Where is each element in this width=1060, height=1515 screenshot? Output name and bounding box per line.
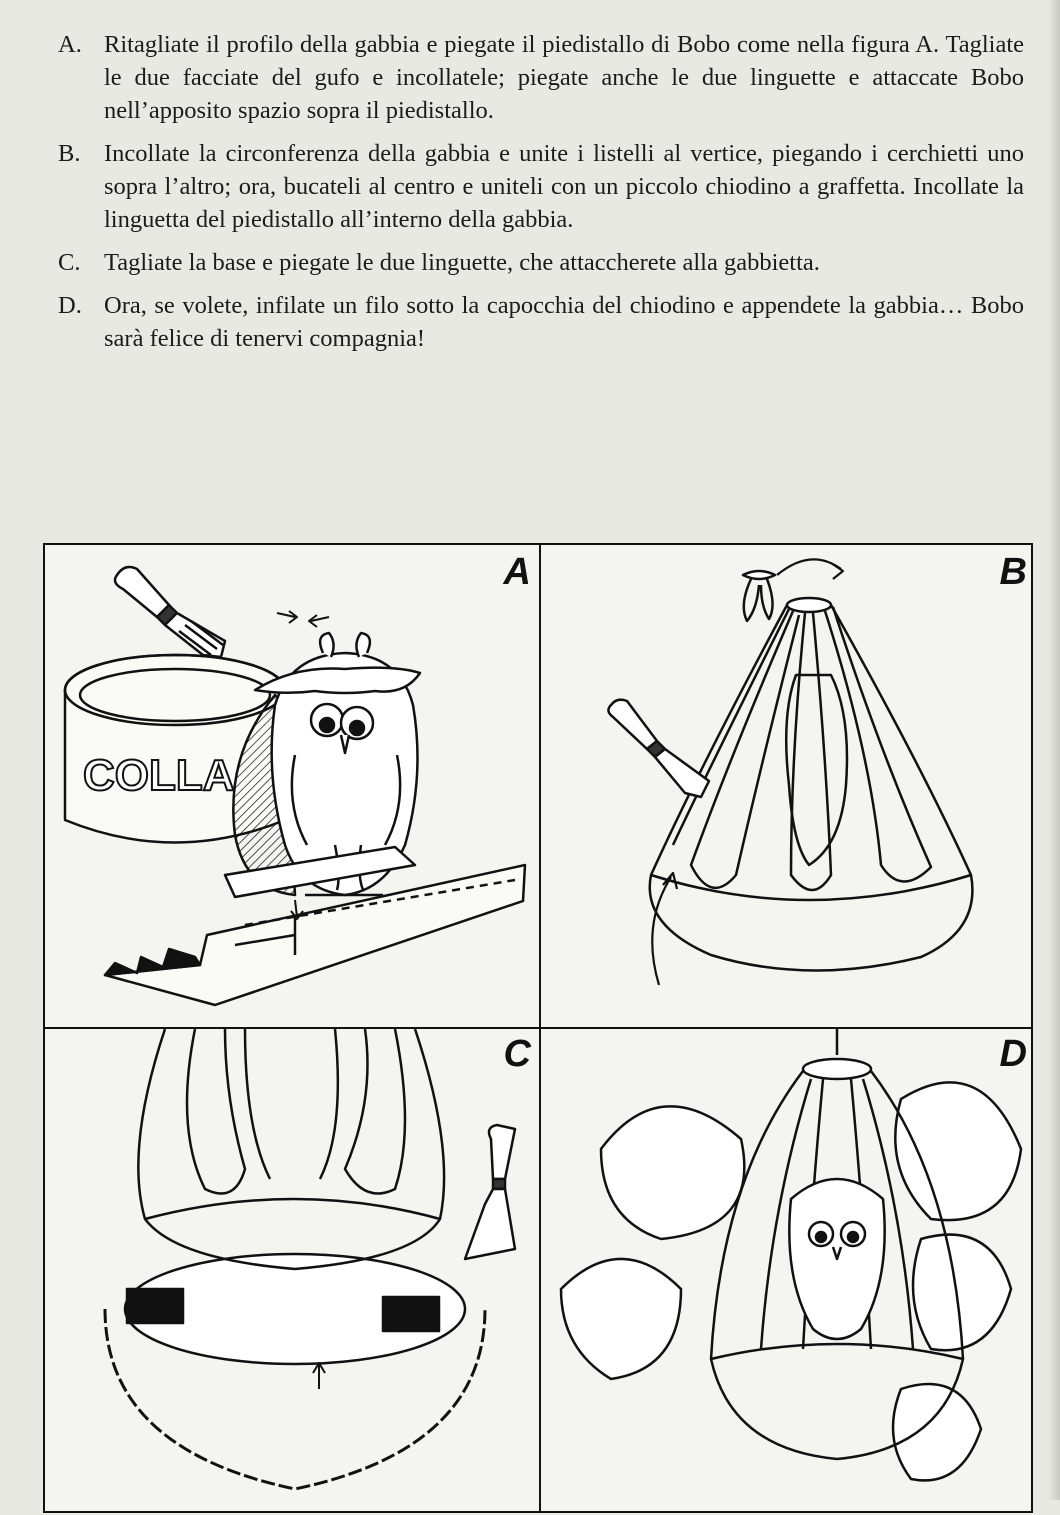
panel-b (541, 545, 1035, 1027)
panel-label-c: C (503, 1033, 531, 1075)
cage-icon (138, 1029, 444, 1269)
page-edge-shadow (1048, 0, 1060, 1500)
instruction-step-d (58, 289, 1024, 355)
step-text: Tagliate la base e piegate le due linguette, che attaccherete alla gabbietta. (104, 249, 820, 276)
brush-icon (608, 700, 709, 797)
panel-label-a: A (503, 551, 531, 593)
step-text: Incollate la circonferenza della gabbia e unite i listelli al vertice, piegando i cerchietti uno sopra l’altro; ora, bucateli al centro e uniteli con un piccolo chiodino a graffetta. Incollate la linguetta del piedistallo all’interno della gabbia. (104, 140, 1024, 233)
instruction-step-c (58, 246, 1024, 279)
panel-a (45, 545, 539, 1027)
instruction-step-b (58, 137, 1024, 236)
panel-label-b: B (999, 551, 1027, 593)
brush-icon (115, 567, 225, 657)
panel-a-drawing (45, 545, 539, 1027)
illustration-grid (43, 543, 1033, 1513)
panel-d (541, 1029, 1035, 1515)
instruction-step-a (58, 28, 1024, 127)
panel-c-drawing (45, 1029, 539, 1515)
panel-d-drawing (541, 1029, 1035, 1515)
panel-c (45, 1029, 539, 1515)
step-text: Ora, se volete, infilate un filo sotto la capocchia del chiodino e appendete la gabbia… Bobo sarà felice di tenervi compagnia! (104, 292, 1024, 352)
panel-label-d: D (999, 1033, 1027, 1075)
step-letter: A. (58, 31, 82, 58)
step-letter: C. (58, 249, 81, 276)
owl-icon (789, 1179, 884, 1339)
brush-icon (465, 1125, 515, 1259)
instructions-list (58, 28, 1024, 365)
step-letter: B. (58, 140, 81, 167)
leaf-icon (561, 1082, 1021, 1480)
step-text: Ritagliate il profilo della gabbia e piegate il piedistallo di Bobo come nella figura A. Tagliate le due facciate del gufo e incollatele; piegate anche le due linguette e attaccate Bobo nell’apposito spazio sopra il piedistallo. (104, 31, 1024, 124)
jar-label: COLLA (83, 751, 235, 800)
step-letter: D. (58, 292, 82, 319)
panel-b-drawing (541, 545, 1035, 1027)
